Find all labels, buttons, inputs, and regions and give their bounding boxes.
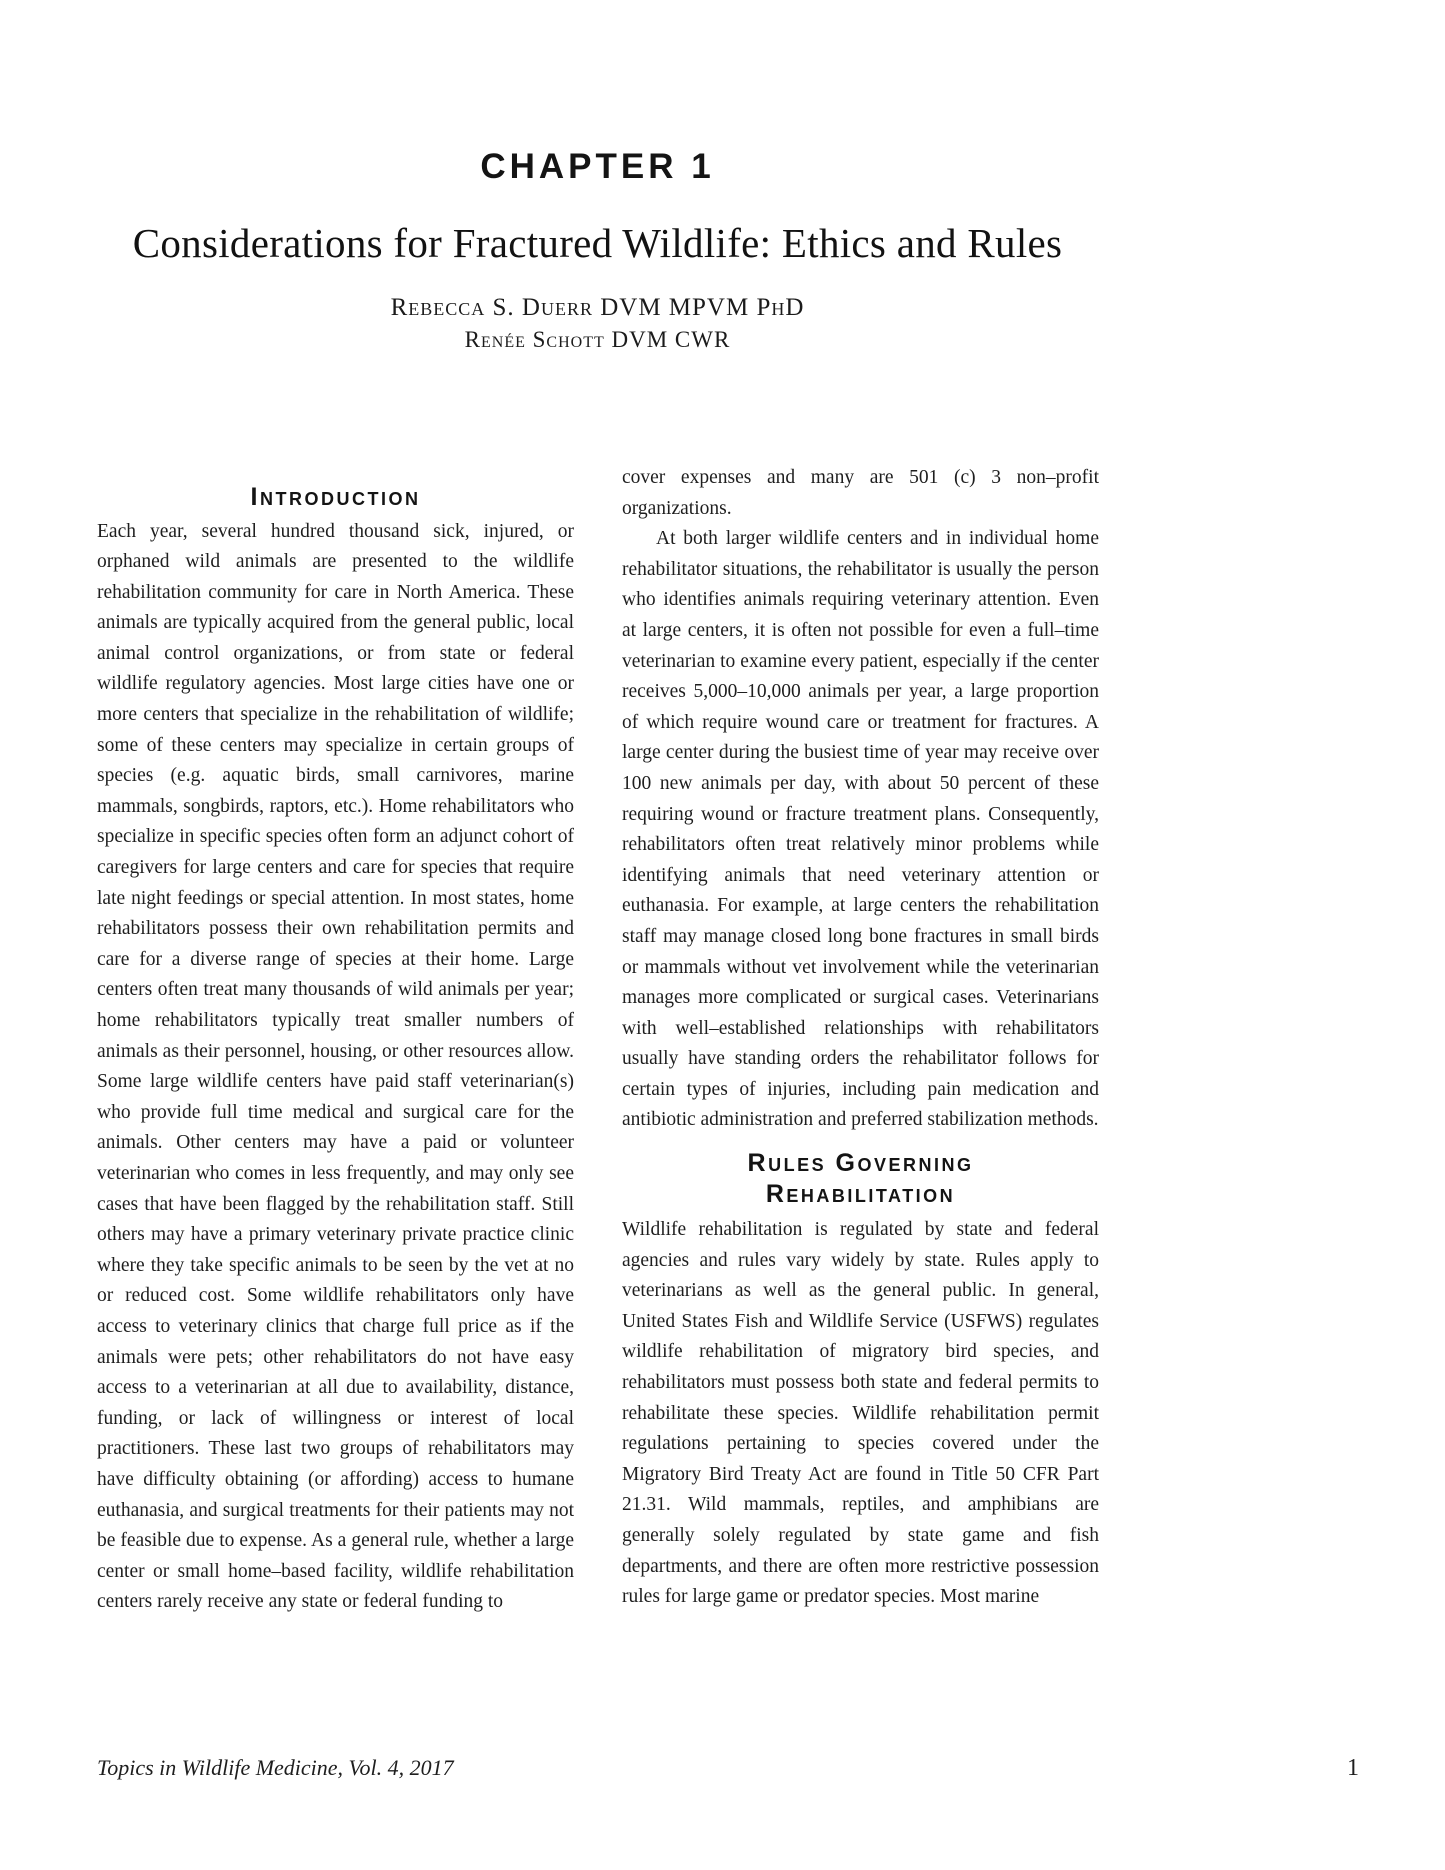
chapter-header xyxy=(97,0,1098,353)
rules-governing-heading xyxy=(622,1148,1099,1209)
continuation-paragraph-2: At both larger wildlife centers and in individual home rehabilitator situations, the rehabilitator is usually the person who identifies animals requiring veterinary attention. Even at large centers, it is often not possible for even a full–time veterinarian to examine every patient, especially if the center receives 5,000–10,000 animals per year, a large proportion of which require wound care or treatment for fractures. A large center during the busiest time of year may receive over 100 new animals per day, with about 50 percent of these requiring wound or fracture treatment plans. Consequently, rehabilitators often treat relatively minor problems while identifying animals that need veterinary attention or euthanasia. For example, at large centers the rehabilitation staff may manage closed long bone fractures in small birds or mammals without vet involvement while the veterinarian manages more complicated or surgical cases. Veterinarians with well–established relationships with rehabilitators usually have standing orders the rehabilitator follows for certain types of injuries, including pain medication and antibiotic administration and preferred stabilization methods. xyxy=(622,528,1099,1131)
rules-heading-line-2: Rehabilitation xyxy=(765,1179,956,1208)
journal-title: Topics in Wildlife Medicine, Vol. 4, 2017 xyxy=(97,1755,454,1780)
author-line-1: Rebecca S. Duerr DVM MPVM PhD xyxy=(390,294,805,322)
right-column xyxy=(622,463,1099,1613)
introduction-paragraph: Each year, several hundred thousand sick, injured, or orphaned wild animals are presented to the wildlife rehabilitation community for care in North America. These animals are typically acquired from the general public, local animal control organizations, or from state or federal wildlife regulatory agencies. Most large cities have one or more centers that specialize in the rehabilitation of wildlife; some of these centers may specialize in certain groups of species (e.g. aquatic birds, small carnivores, marine mammals, songbirds, raptors, etc.). Home rehabilitators who specialize in specific species often form an adjunct cohort of caregivers for large centers and care for species that require late night feedings or special attention. In most states, home rehabilitators possess their own rehabilitation permits and care for a diverse range of species at their home. Large centers often treat many thousands of wild animals per year; home rehabilitators typically treat smaller numbers of animals as their personnel, housing, or other resources allow. Some large wildlife centers have paid staff veterinarian(s) who provide full time medical and surgical care for the animals. Other centers may have a paid or volunteer veterinarian who comes in less frequently, and may only see cases that have been flagged by the rehabilitation staff. Still others may have a primary veterinary private practice clinic where they take specific animals to be seen by the vet at no or reduced cost. Some wildlife rehabilitators only have access to veterinary clinics that charge full price as if the animals were pets; other rehabilitators do not have easy access to a veterinarian at all due to availability, distance, funding, or lack of willingness or interest of local practitioners. These last two groups of rehabilitators may have difficulty obtaining (or affording) access to humane euthanasia, and surgical treatments for their patients may not be feasible due to expense. As a general rule, whether a large center or small home–based facility, wildlife rehabilitation centers rarely receive any state or federal funding to xyxy=(97,520,574,1613)
rules-heading-line-1: Rules Governing xyxy=(747,1149,974,1178)
page-number: 1 xyxy=(1347,1755,1359,1781)
author-line-2: Renée Schott DVM CWR xyxy=(464,327,731,353)
left-column xyxy=(97,482,574,1618)
rules-paragraph: Wildlife rehabilitation is regulated by state and federal agencies and rules vary widely by state. Rules apply to veterinarians as well as the general public. In general, United States Fish and Wildlife Service (USFWS) regulates wildlife rehabilitation of migratory bird species, and rehabilitators must possess both state and federal permits to rehabilitate these species. Wildlife rehabilitation permit regulations pertaining to species covered under the Migratory Bird Treaty Act are found in Title 50 CFR Part 21.31. Wild mammals, reptiles, and amphibians are generally solely regulated by state game and fish departments, and there are often more restrictive possession rules for large game or predator species. Most marine xyxy=(622,1219,1099,1608)
page-footer xyxy=(97,1755,1359,1782)
chapter-kicker: CHAPTER 1 xyxy=(480,147,715,186)
continuation-paragraph-1: cover expenses and many are 501 (c) 3 non–profit organizations. xyxy=(622,467,1099,519)
introduction-heading: Introduction xyxy=(250,483,421,511)
chapter-title: Considerations for Fractured Wildlife: Ethics and Rules xyxy=(132,220,1063,266)
